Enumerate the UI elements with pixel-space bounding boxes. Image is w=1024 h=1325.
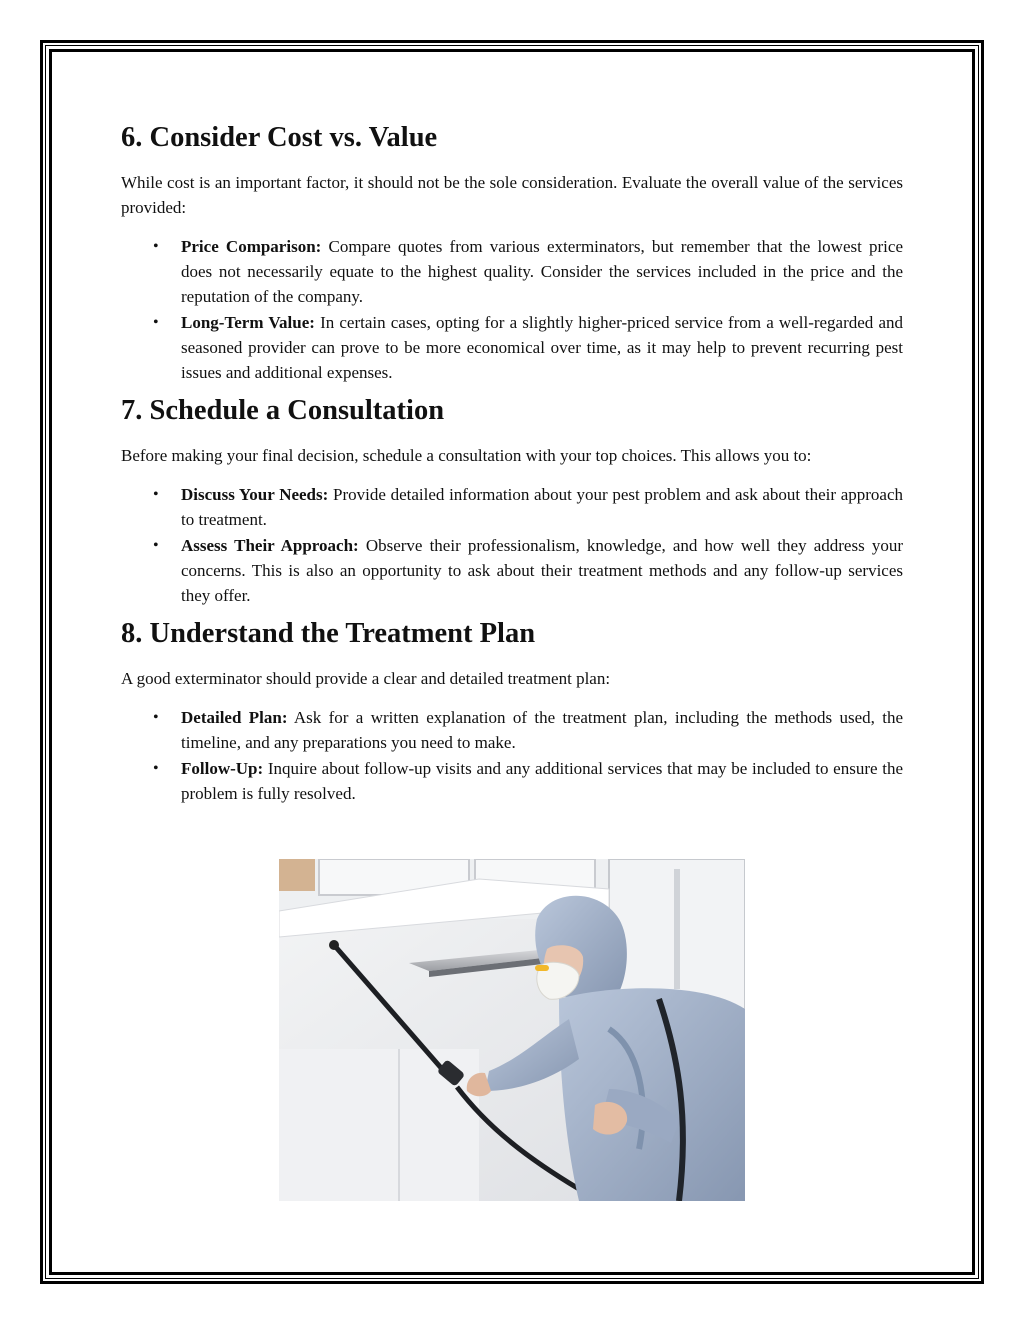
section-heading: 7. Schedule a Consultation bbox=[121, 395, 445, 426]
list-item-term: Detailed Plan: bbox=[181, 708, 288, 727]
list-item-text: In certain cases, opting for a slightly higher-priced service from a well-regarded and seasoned provider can prove to be more economical over time, as it may help to prevent recurring pest issues and additional expenses. bbox=[181, 313, 903, 382]
list-item bbox=[121, 310, 903, 385]
list-item-text: Observe their professionalism, knowledge, and how well they address your concerns. This is also an opportunity to ask about their treatment methods and any follow-up services they offer. bbox=[181, 536, 903, 605]
bullet-icon: • bbox=[153, 238, 159, 255]
section-intro: While cost is an important factor, it should not be the sole consideration. Evaluate the overall value of the services provided: bbox=[121, 173, 903, 217]
list-item-term: Assess Their Approach: bbox=[181, 536, 359, 555]
list-item-text: Inquire about follow-up visits and any additional services that may be included to ensure the problem is fully resolved. bbox=[181, 759, 903, 803]
list-item bbox=[121, 533, 903, 608]
document-body bbox=[121, 118, 903, 808]
list-item-term: Price Comparison: bbox=[181, 237, 322, 256]
exterminator-illustration bbox=[279, 859, 745, 1201]
bullet-icon: • bbox=[153, 709, 159, 726]
section-heading: 8. Understand the Treatment Plan bbox=[121, 618, 536, 649]
list-item bbox=[121, 705, 903, 755]
list-item bbox=[121, 234, 903, 309]
section-treatment-plan bbox=[121, 614, 903, 806]
list-item bbox=[121, 756, 903, 806]
section-intro: Before making your final decision, schedule a consultation with your top choices. This allows you to: bbox=[121, 446, 812, 465]
list-item-text: Ask for a written explanation of the treatment plan, including the methods used, the timeline, and any preparations you need to make. bbox=[181, 708, 903, 752]
bullet-icon: • bbox=[153, 537, 159, 554]
exterminator-photo bbox=[279, 859, 745, 1201]
bullet-icon: • bbox=[153, 314, 159, 331]
section-intro: A good exterminator should provide a clear and detailed treatment plan: bbox=[121, 669, 611, 688]
bullet-list bbox=[121, 234, 903, 385]
list-item-text: Provide detailed information about your pest problem and ask about their approach to treatment. bbox=[181, 485, 903, 529]
bullet-icon: • bbox=[153, 760, 159, 777]
list-item-term: Long-Term Value: bbox=[181, 313, 315, 332]
section-schedule-consultation bbox=[121, 391, 903, 608]
list-item-term: Discuss Your Needs: bbox=[181, 485, 329, 504]
bullet-list bbox=[121, 705, 903, 806]
section-cost-vs-value bbox=[121, 118, 903, 385]
bullet-list bbox=[121, 482, 903, 608]
list-item-term: Follow-Up: bbox=[181, 759, 264, 778]
section-heading: 6. Consider Cost vs. Value bbox=[121, 122, 438, 153]
list-item-text: Compare quotes from various exterminators, but remember that the lowest price does not necessarily equate to the highest quality. Consider the services included in the price and the reputation of the company. bbox=[181, 237, 903, 306]
bullet-icon: • bbox=[153, 486, 159, 503]
list-item bbox=[121, 482, 903, 532]
